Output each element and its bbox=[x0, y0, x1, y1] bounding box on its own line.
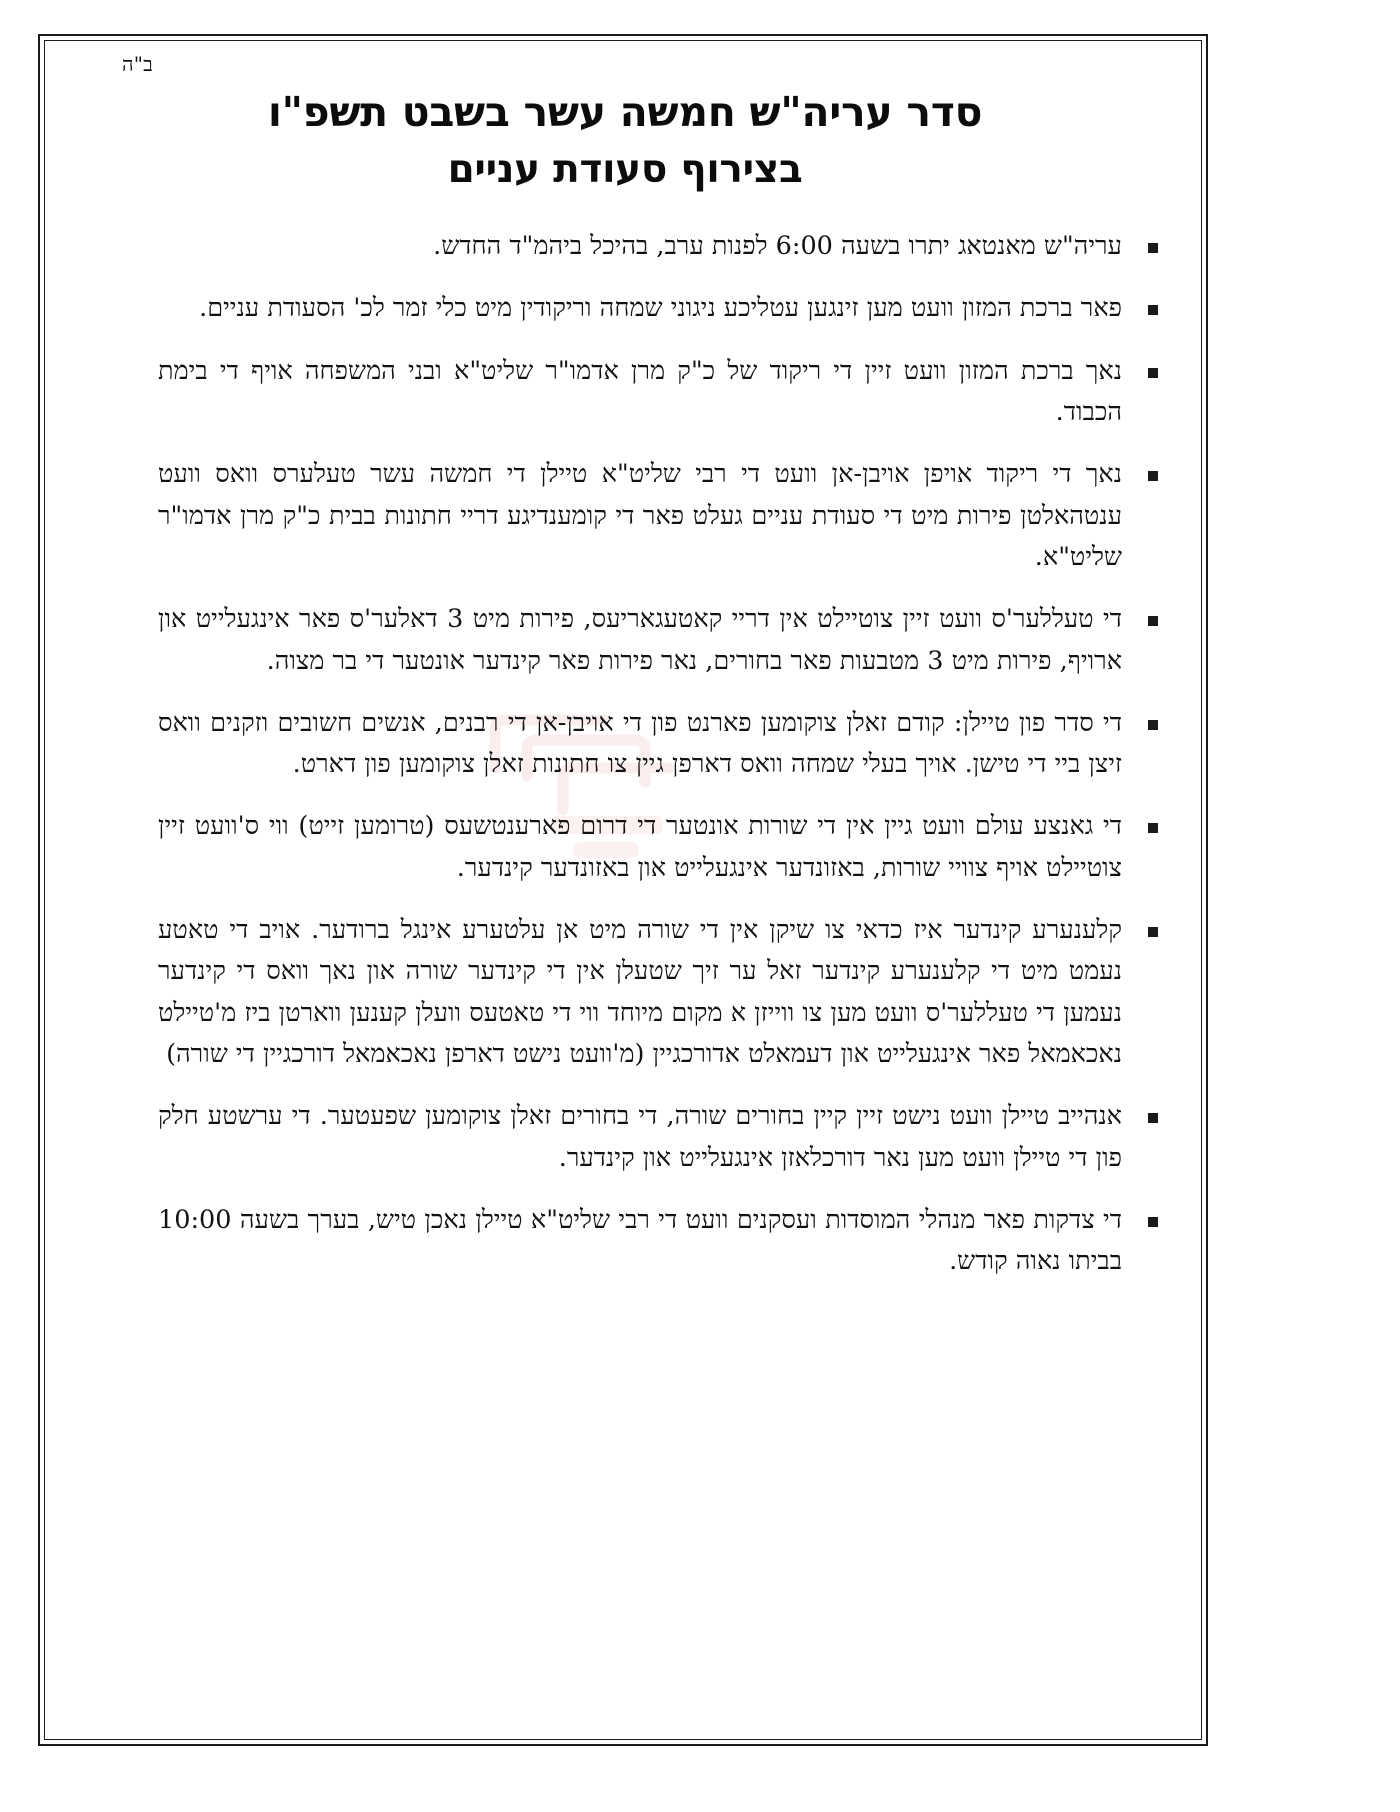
list-item bbox=[70, 599, 1180, 682]
list-item-text: נאך די ריקוד אויפן אויבן-אן וועט די רבי שליט"א טיילן די חמשה עשר טעלערס וואס וועט ענטהאלטן פירות מיט די סעודת עניים געלט פאר די קומענדיגע דריי חתונות בבית כ"ק מרן אדמו"ר שליט"א. bbox=[158, 459, 1122, 572]
list-item bbox=[70, 454, 1180, 578]
list-item-text: די טעללער'ס וועט זיין צוטיילט אין דריי קאטעגאריעס, פירות מיט 3 דאלער'ס פאר אינגעלייט און ארויף, פירות מיט 3 מטבעות פאר בחורים, נאר פירות פאר קינדער אונטער די בר מצוה. bbox=[158, 604, 1122, 676]
list-item-text: די סדר פון טיילן: קודם זאלן צוקומען פארנט פון די אויבן-אן די רבנים, אנשים חשובים וזקנים וואס זיצן ביי די טישן. אויך בעלי שמחה וואס דארפן גיין צו חתונות זאלן צוקומען פון דארט. bbox=[158, 707, 1122, 780]
list-item-text: די גאנצע עולם וועט גיין אין די שורות אונטער די דרום פארענטשעס (טרומען זייט) ווי ס'וועט זיין צוטיילט אויף צוויי שורות, באזונדער אינגעלייט און באזונדער קינדער. bbox=[158, 811, 1122, 883]
list-item bbox=[70, 226, 1180, 267]
list-item-text: עריה"ש מאנטאג יתרו בשעה 6:00 לפנות ערב, בהיכל ביהמ"ד החדש. bbox=[433, 231, 1122, 262]
list-item bbox=[70, 703, 1180, 786]
square-bullet-icon bbox=[1148, 1113, 1158, 1123]
list-item bbox=[70, 1200, 1180, 1283]
page-title: סדר עריה"ש חמשה עשר בשבט תשפ"ו bbox=[267, 88, 983, 136]
list-item-text: די צדקות פאר מנהלי המוסדות ועסקנים וועט די רבי שליט"א טיילן נאכן טיש, בערך בשעה 10:00 בביתו נאוה קודש. bbox=[158, 1204, 1122, 1277]
list-item bbox=[70, 1096, 1180, 1179]
title-block bbox=[70, 85, 1180, 196]
list-item-text: אנהייב טיילן וועט נישט זיין קיין בחורים שורה, די בחורים זאלן צוקומען שפעטער. די ערשטע חלק פון די טיילן וועט מען נאר דורכלאזן אינגעלייט און קינדער. bbox=[158, 1101, 1122, 1173]
list-item bbox=[70, 288, 1180, 329]
list-item-text: קלענערע קינדער איז כדאי צו שיקן אין די שורה מיט אן עלטערע אינגל ברודער. אויב די טאטע נעמט מיט די קלענערע קינדער זאל ער זיך שטעלן אין די קינדער שורה און נאך וואס די קינדער נעמען די טעללער'ס וועט מען צו ווייזן א מקום מיוחד ווי די טאטעס וועלן קענען ווארטן ביז מ'טיילט נאכאמאל פאר אינגעלייט און דעמאלט אדורכגיין (מ'וועט נישט דארפן נאכאמאל דורכגיין די שורה) bbox=[158, 915, 1122, 1069]
list-item bbox=[70, 806, 1180, 889]
square-bullet-icon bbox=[1148, 927, 1158, 937]
document-content bbox=[70, 52, 1180, 1282]
square-bullet-icon bbox=[1148, 368, 1158, 378]
square-bullet-icon bbox=[1148, 720, 1158, 730]
square-bullet-icon bbox=[1148, 305, 1158, 315]
square-bullet-icon bbox=[1148, 471, 1158, 481]
list-item bbox=[70, 910, 1180, 1075]
square-bullet-icon bbox=[1148, 243, 1158, 253]
bullet-list bbox=[70, 226, 1180, 1282]
blessing-mark: ב"ה bbox=[122, 52, 153, 76]
square-bullet-icon bbox=[1148, 1217, 1158, 1227]
list-item-text: פאר ברכת המזון וועט מען זינגען עטליכע ניגוני שמחה וריקודין מיט כלי זמר לכ' הסעודת עניים. bbox=[199, 293, 1122, 324]
square-bullet-icon bbox=[1148, 616, 1158, 626]
page-subtitle: בצירוף סעודת עניים bbox=[447, 146, 803, 192]
list-item-text: נאך ברכת המזון וועט זיין די ריקוד של כ"ק מרן אדמו"ר שליט"א ובני המשפחה אויף די בימת הכבוד. bbox=[158, 355, 1122, 428]
square-bullet-icon bbox=[1148, 823, 1158, 833]
list-item bbox=[70, 351, 1180, 434]
